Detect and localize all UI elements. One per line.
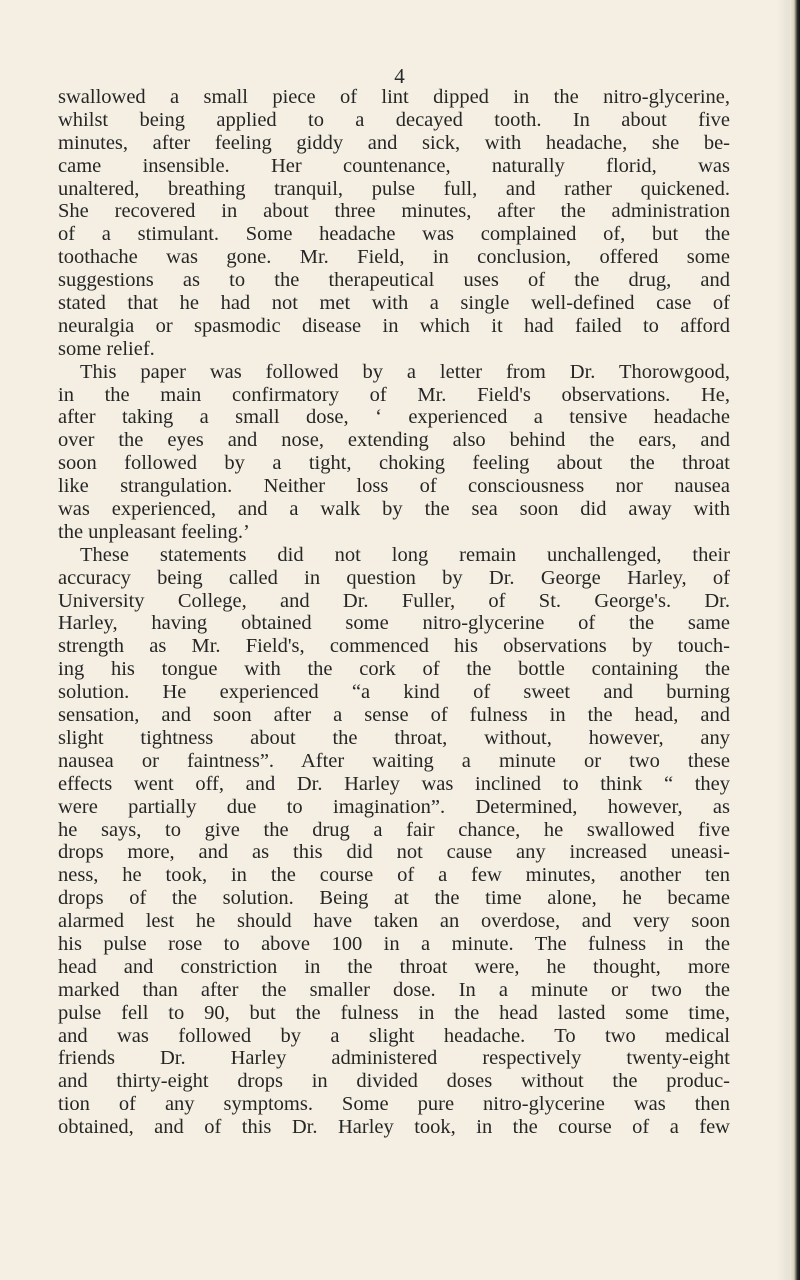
text-line: he says, to give the drug a fair chance, he swallowed five: [58, 818, 730, 841]
text-line: alarmed lest he should have taken an overdose, and very soon: [58, 910, 730, 933]
text-line: nausea or faintness”. After waiting a minute or two these: [58, 749, 730, 772]
text-line: pulse fell to 90, but the fulness in the head lasted some time,: [58, 1001, 730, 1024]
text-line: suggestions as to the therapeutical uses of the drug, and: [58, 269, 730, 292]
text-line: of a stimulant. Some headache was complained of, but the: [58, 223, 730, 246]
text-line: over the eyes and nose, extending also behind the ears, and: [58, 429, 730, 452]
text-line: obtained, and of this Dr. Harley took, in the course of a few: [58, 1116, 730, 1139]
text-line: the unpleasant feeling.’: [58, 520, 250, 543]
text-line: Harley, having obtained some nitro-glycerine of the same: [58, 612, 730, 635]
text-line: stated that he had not met with a single well-defined case of: [58, 292, 730, 315]
book-spine-edge: [790, 0, 800, 1280]
text-line: minutes, after feeling giddy and sick, with headache, she be-: [58, 131, 730, 154]
text-line: ing his tongue with the cork of the bottle containing the: [58, 658, 730, 681]
text-line: effects went off, and Dr. Harley was inclined to think “ they: [58, 772, 730, 795]
text-line: was experienced, and a walk by the sea soon did away with: [58, 498, 730, 521]
text-line: solution. He experienced “a kind of sweet and burning: [58, 681, 730, 704]
text-line: came insensible. Her countenance, naturally florid, was: [58, 154, 730, 177]
text-line: University College, and Dr. Fuller, of St. George's. Dr.: [58, 589, 730, 612]
text-line: She recovered in about three minutes, after the administration: [58, 200, 730, 223]
text-line: after taking a small dose, ‘ experienced a tensive headache: [58, 406, 730, 429]
text-line: and was followed by a slight headache. To two medical: [58, 1024, 730, 1047]
text-line: tion of any symptoms. Some pure nitro-glycerine was then: [58, 1093, 730, 1116]
text-line: drops of the solution. Being at the time alone, he became: [58, 887, 730, 910]
paragraph-start-line: This paper was followed by a letter from Dr. Thorowgood,: [80, 360, 730, 383]
text-line: strength as Mr. Field's, commenced his observations by touch-: [58, 635, 730, 658]
text-line: were partially due to imagination”. Determined, however, as: [58, 795, 730, 818]
text-line: slight tightness about the throat, without, however, any: [58, 726, 730, 749]
text-line: sensation, and soon after a sense of fulness in the head, and: [58, 704, 730, 727]
text-line: whilst being applied to a decayed tooth. In about five: [58, 108, 730, 131]
text-line: ness, he took, in the course of a few minutes, another ten: [58, 864, 730, 887]
page-gutter-shadow: [776, 0, 790, 1280]
text-line: unaltered, breathing tranquil, pulse full, and rather quickened.: [58, 177, 730, 200]
text-line: and thirty-eight drops in divided doses without the produc-: [58, 1070, 730, 1093]
text-line: like strangulation. Neither loss of consciousness nor nausea: [58, 475, 730, 498]
text-line: accuracy being called in question by Dr. George Harley, of: [58, 566, 730, 589]
text-line: some relief.: [58, 337, 155, 360]
page-number: 4: [394, 64, 406, 88]
text-line: neuralgia or spasmodic disease in which it had failed to afford: [58, 314, 730, 337]
text-line: soon followed by a tight, choking feeling about the throat: [58, 452, 730, 475]
text-line: in the main confirmatory of Mr. Field's observations. He,: [58, 383, 730, 406]
text-line: swallowed a small piece of lint dipped in the nitro-glycerine,: [58, 86, 730, 108]
text-line: his pulse rose to above 100 in a minute. The fulness in the: [58, 932, 730, 955]
paragraph-start-line: These statements did not long remain unchallenged, their: [80, 543, 730, 566]
text-line: head and constriction in the throat were, he thought, more: [58, 955, 730, 978]
text-line: friends Dr. Harley administered respectively twenty-eight: [58, 1047, 730, 1070]
text-line: drops more, and as this did not cause any increased uneasi-: [58, 841, 730, 864]
text-line: marked than after the smaller dose. In a minute or two the: [58, 978, 730, 1001]
body-text: [58, 86, 730, 1139]
text-line: toothache was gone. Mr. Field, in conclusion, offered some: [58, 246, 730, 269]
